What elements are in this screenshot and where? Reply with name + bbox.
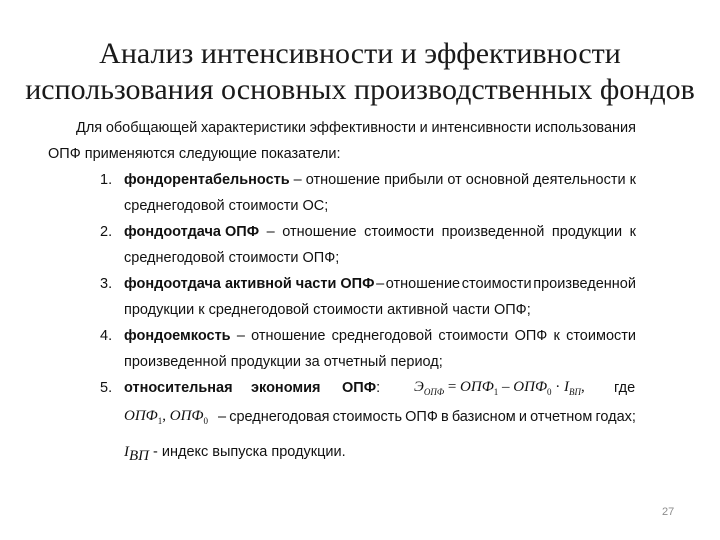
colon: :	[376, 380, 381, 396]
formula-lhs: Э	[414, 379, 424, 395]
word: продукции	[551, 224, 623, 240]
word: характеристики	[201, 120, 306, 136]
word: интенсивности	[431, 120, 532, 136]
word: –	[266, 224, 275, 240]
word: отношение	[305, 172, 381, 188]
slide-title-line-2: использования основных производственных фондов	[25, 73, 695, 106]
term-word: ОПФ	[342, 380, 377, 396]
word: отношение	[385, 276, 461, 292]
word: и	[419, 120, 428, 136]
word: ОПФ	[514, 328, 548, 344]
def-index: I	[124, 444, 129, 460]
formula-index: I	[564, 379, 570, 395]
word: стоимости	[364, 224, 435, 240]
definition-line-2	[124, 444, 346, 465]
list-item-3-line-1	[124, 276, 636, 292]
list-item-5-term	[124, 380, 233, 396]
list-item-2-line-1	[124, 224, 636, 240]
word: использования	[534, 120, 636, 136]
term: фондоотдача активной части ОПФ	[124, 276, 375, 292]
word: стоимости	[566, 328, 636, 344]
formula-subscript: 0	[547, 387, 552, 397]
word: и	[518, 409, 527, 425]
word: отношение	[282, 224, 357, 240]
word: –	[376, 276, 385, 292]
where-word: где	[614, 380, 636, 396]
formula-term: ОПФ	[513, 379, 548, 395]
word: ОПФ	[405, 409, 438, 425]
word: –	[236, 328, 245, 344]
def-index-subscript: ВП	[129, 447, 149, 464]
term: фондорентабельность	[124, 172, 290, 188]
formula-comma: ,	[581, 379, 585, 395]
formula-subscript: 1	[493, 387, 499, 397]
word: обобщающей	[105, 120, 198, 136]
list-item-3-line-2: продукции к среднегодовой стоимости активной части ОПФ;	[124, 302, 531, 318]
term-word: относительная	[124, 380, 233, 396]
word: годах;	[595, 409, 636, 425]
list-item-1-line-1	[124, 172, 636, 188]
def-text: - индекс выпуска продукции.	[149, 444, 346, 460]
def-term: ОПФ	[124, 408, 158, 424]
intro-line-2: ОПФ применяются следующие показатели:	[48, 146, 341, 162]
formula-equals: =	[447, 379, 457, 395]
word: стоимость	[332, 409, 402, 425]
word: в	[440, 409, 449, 425]
word: –	[218, 409, 227, 425]
list-number: 1.	[100, 172, 113, 188]
word: среднегодовая	[229, 409, 330, 425]
slide-title-line-1: Анализ интенсивности и эффективности	[99, 37, 621, 70]
word: к	[629, 224, 636, 240]
formula-index-subscript: ВП	[569, 387, 582, 397]
list-item-4-line-2: произведенной продукции за отчетный период;	[124, 354, 443, 370]
list-number: 3.	[100, 276, 113, 292]
word: произведенной	[533, 276, 636, 292]
definition-symbols	[124, 408, 208, 426]
list-item-1-line-2: среднегодовой стоимости ОС;	[124, 198, 329, 214]
list-item-5-term	[342, 380, 380, 396]
word: –	[293, 172, 302, 188]
list-item-5-term	[251, 380, 320, 396]
word: среднегодовой	[331, 328, 433, 344]
word: деятельности	[533, 172, 626, 188]
list-number: 4.	[100, 328, 113, 344]
term: фондоемкость	[124, 328, 231, 344]
def-term: ОПФ	[169, 408, 204, 424]
word: к	[553, 328, 560, 344]
intro-line-1	[76, 120, 636, 136]
formula	[414, 379, 585, 397]
list-number: 5.	[100, 380, 113, 396]
word: прибыли	[384, 172, 444, 188]
def-separator: ,	[162, 408, 170, 424]
word: от	[447, 172, 462, 188]
word: базисном	[451, 409, 516, 425]
word: произведенной	[441, 224, 545, 240]
word: отчетном	[530, 409, 593, 425]
formula-minus: –	[502, 379, 510, 395]
term: фондоотдача ОПФ	[124, 224, 260, 240]
list-item-2-line-2: среднегодовой стоимости ОПФ;	[124, 250, 340, 266]
definition-line-1	[218, 409, 636, 425]
formula-dot: ·	[555, 379, 561, 395]
def-subscript: 0	[203, 416, 208, 426]
word: эффективности	[309, 120, 416, 136]
word: к	[629, 172, 636, 188]
def-subscript: 1	[157, 416, 163, 426]
term-word: экономия	[251, 380, 321, 396]
list-item-4-line-1	[124, 328, 636, 344]
formula-lhs-subscript: ОПФ	[423, 387, 445, 397]
list-number: 2.	[100, 224, 113, 240]
word: Для	[76, 120, 103, 136]
formula-term: ОПФ	[460, 379, 494, 395]
word: отношение	[251, 328, 326, 344]
word: стоимости	[461, 276, 532, 292]
page-number: 27	[662, 506, 675, 518]
word: основной	[465, 172, 530, 188]
word: стоимости	[438, 328, 509, 344]
